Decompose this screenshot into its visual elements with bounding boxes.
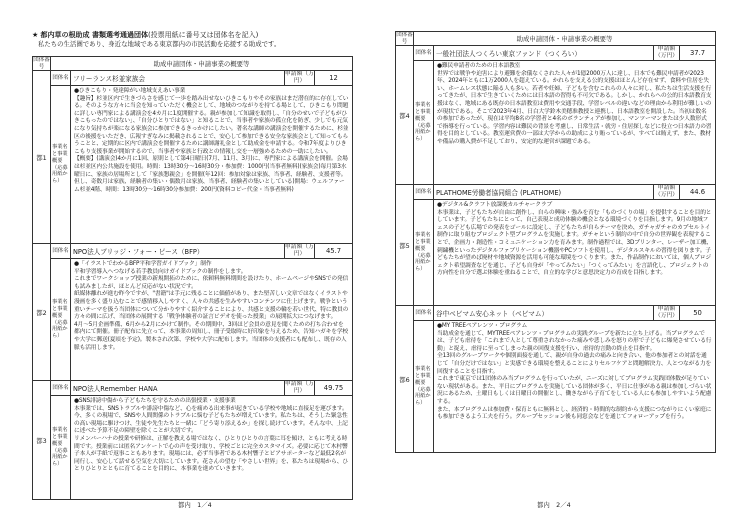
- project-description: [71, 396, 353, 500]
- amount-value: 50: [680, 306, 716, 321]
- project-line: リメンバーハナの授業や研修は、正解を教える場ではなく、ひとりひとりの言葉に耳を傾け、ともに考える時間です。授業前には匿名アンケートで心の声を受け取り、学校ごとに完全カスタマイズ。必要に応じて木村響子本人が手紙で返事こともあります。現場には、必ず当事者である木村響子とピアサポーターなど最低2名が同行し、安心して話せる空気を大切にしています。花さんの望む「やさしい世界」を、私たちは現場から、ひとりひとりとともに育てることを目的に、本事業を進めていきます。: [74, 435, 348, 473]
- amount-value: 44.6: [680, 185, 716, 200]
- project-description: [434, 200, 716, 306]
- project-line: ●デジタル&クラフト放課後カルチャークラブ: [437, 202, 553, 208]
- project-line: 4月～5月企画準備、6月から2月にかけて制作。その期間中、3回ほど会員の意見を聞くための打ち合わせを都内にて開催。冊子配布に先立って、本事業の周知し、冊子受取時に好印象を与えるため、告知ハガキを学校や大学に郵送(夏頃を予定)。製本され次第、学校や大学に配布します。当団体の支援者にも配布し、既存の人脈も活用します。: [74, 321, 349, 351]
- amount-value: 49.75: [315, 381, 353, 396]
- project-line: これまで東京では1団体のみ当プログラムを行っていたが、ニーズに対してプログラム実践団体数が足りていない現状がある。また、平日にプログラムを実施している団体が多く、平日に仕事がある親は参加しづらい状況にあるため、土曜日もしくは日曜日の開催とし、働きながら子育てをしている人にも参加しやすいよう配慮する。: [437, 376, 712, 405]
- group-number: 都3: [33, 381, 51, 500]
- project-line: 本事業では、SNSトラブルや誹謗中傷など、心を痛める出来事が起きている学校や地域に直接足を運びます。今、多くの現場で、SNSや人間関係のトラブルに悩む子どもたちが増えています。私たちは、そうした緊急性の高い現場に駆けつけ、生徒や先生たちと一緒に「どう寄り添えるか」を探し続けています。そんな中、上記に述べた予算不足の障壁を除くことが大切です。: [74, 405, 348, 435]
- project-description: [434, 321, 716, 453]
- project-description: [71, 86, 353, 244]
- project-description: [71, 259, 353, 381]
- group-number: 都2: [33, 244, 51, 381]
- table-title-header: 助成申請団体・申請事業の概要等: [51, 57, 353, 71]
- project-line: ●「イラストでわかるBFP平和学習ガイドブック」制作: [74, 261, 212, 267]
- project-line: ●MY TREEペアレンツ・プログラム: [437, 323, 528, 329]
- grant-table-page-2: [395, 31, 716, 453]
- project-line: 世界では戦争や迫害により避難を余儀なくされた人々が1億2000万人に達し、日本でも難民申請者が2023年、2024年ともに1万2000人を超えている。かれらを支える公的支援はほとんど存在せず、食料や住居を失い、ホームレス状態に陥る人も多い。若者や妊婦、子どもを含むこれらの人々に対し、私たちは生活支援を行ってきたが、日本で生きていくためには日本語の習得も不可欠である。しかし、かれらへの公的日本語教育支援はなく、地域にある既存の日本語教室は費用や交通手段、学習レベルの違いなどの理由から利用が難しいのが現状である。そこで2023年4月、日白大学鈴木美穂准教授と連携し、日本語教室を開設した。当初は数名の参加であったが、現在は平均8名の学習者と4名のボランティアが参加し、マンツーマンまたは少人数形式で指導を行っている。学習内容は難民の背景を考慮し、日常生活・就労・住居探しなどに役立つ日本語力の習得を目的としている。教室運営費の一部は大学からの助成により賄っているが、すべては賄えず、また、教材や備品の購入費が不足しており、安定的な運営が課題である。: [437, 70, 712, 145]
- group-number: 都6: [396, 306, 414, 453]
- project-label: 事業名と事業概要（応募用紙から）: [51, 86, 71, 244]
- page-heading: [32, 30, 362, 40]
- grant-table-page-1: [32, 56, 353, 500]
- heading-subtitle: 私たちの生活圏であり、身近な地域である東京都内の市民活動を応援する助成です。: [38, 40, 281, 48]
- project-label: 事業名と事業概要（応募用紙から）: [51, 259, 71, 381]
- amount-label: 申請額（万円）: [285, 71, 314, 84]
- amount-label: 申請額（万円）: [654, 46, 679, 59]
- amount-value: 37.7: [680, 46, 716, 61]
- org-name: NPO法人Remember HANA: [71, 381, 285, 396]
- org-name: フリーランス杉並家族会: [71, 71, 285, 86]
- star-icon: ★: [32, 31, 39, 39]
- table-title-header: 助成申請団体・申請事業の概要等: [414, 32, 716, 46]
- project-line: ●難民申請者のための日本語教室: [437, 63, 521, 69]
- heading-note: (投票用紙に番号又は団体名を記入): [147, 31, 259, 39]
- project-label: 事業名と事業概要（応募用紙から）: [414, 61, 434, 185]
- project-line: 【趣旨】杉並区内で生きづらさを感じて一歩を踏み出せないひきこもりやその家族はまだ潜在的に存在している。そのような方々に当会を知っていただく機会として、地域のつながりを持てる場として、ひきこもり問題に詳しい専門家による講演会を4カ月に1度開催する。親が参加して知識を取得し、「自分のせいで子どもがひきこもったのではない」、「自分ひとりではない」と知ることで、当事者や家族の孤立化を防ぎ、少しでも元気になり気持ちが楽になる家族会に参加できるきっかけにしたい。著名な講師の講演会を開催するために、杉並区の後援をいただき、広報すぎなみに掲載されることで、安心して参加できる安全な家族会として知ってもらうことと、定期的に区内で講演会を開催するために講師謝礼金として助成金を申請する。令和7年度よりひきこもり支援事業が開始するので、当事者や家族と行政との情報し交を一層強めるための一助にしたい。: [74, 95, 349, 155]
- group-number: 都4: [396, 46, 414, 185]
- amount-label: 申請額（万円）: [285, 381, 314, 394]
- amount-label: 申請額（万円）: [285, 244, 314, 257]
- page-footer-2: 都内 2／4: [537, 501, 571, 509]
- amount-label: 申請額（万円）: [654, 185, 679, 198]
- group-number-header: 団体番号: [396, 32, 413, 45]
- project-line: 全13回のグループワークや個別面接を通して、親が自身の過去の痛みと向き合い、他の参加者との対話を通じて「自分だけではない」と実感できる環境を整えることによりセルフケアと問題解決力、人とつながる力を回復することを目指す。: [437, 353, 712, 375]
- org-name: 一般社団法人つくろい東京ファンド（つくろい）: [434, 46, 654, 61]
- project-line: 紙媒体離れが進む昨今ですが、"書籍"は手元に残ることに価値があり、また堅苦しい文章ではなくイラストや漫画を多く盛り込むことで感情移入しやすく、人々の共感を生みやすいコンテンツに仕上げます。戦争という重いテーマを扱う当団体について分かりやすく紹介することにより、共感と支援の輪を若い世代、特に教員の方々の間に広げ、当団体の展開する「戦争体験者の証言ビデオを使った授業」の展開拡大につなげます。: [74, 291, 349, 321]
- group-number: 都1: [33, 71, 51, 244]
- project-line: ●ひきこもり・発達障がい地域支えあい事業: [74, 88, 186, 94]
- org-name-label: 団体名: [51, 244, 71, 259]
- org-name-label: 団体名: [51, 71, 71, 86]
- project-line: 本事業は、子どもたちが自由に創作し、自らの興味・強みを育む「ものづくりの場」を提供することを目的としています。子どもたちにとって、自己表現と成功体験の機会となる環境づくりを目指します。9月の地域フェスの子ども広場での発表をゴールに設定し、子どもたちが自らテーマを決め、ガチャガチャのカプセルトイ制作に取り組むプロジェクト型プログラムを実施します。ガチャという制約の中で自分の世界観を表現することで、企画力・創造性・コミュニケーション力を育みます。制作過程では、3Dプリンター、レーザー加工機、刺繍機といったデジタルファブリケーション機器やPCソフトを使用し、デジタルスキルの習得を図ります。子どもたちが望めば廃材や地域資源を活用も可能な環境をつくります。また、作品制作においては、個人プロジェクト希望調査などを通じ、子ども自身が「やってみたい」「つくってみたい」を言語化し、プロジェクトの方向性を自分で選ぶ体験を重ねることで、自立的な学びと意思決定力の育成を目指します。: [437, 209, 712, 277]
- amount-label: 申請額（万円）: [654, 306, 679, 319]
- group-number: 都5: [396, 185, 414, 306]
- project-line: また、本プログラムは参加費・保育ともに無料とし、経済的・時間的な制約から支援につながりにくい家庭にも参加できるよう工夫を行う。グループセッション後も同窓会などを通じてフォローアップを行う。: [437, 406, 712, 421]
- org-name-label: 団体名: [414, 185, 434, 200]
- amount-value: 12: [315, 71, 353, 86]
- project-line: 当助成金を通じて、MYTREEペアレンツ・プログラムの実践グループを新たに立ち上げる。当プログラムでは、子ども虐待を「これまで人として尊重されなかった痛みや悲しみを怒りの形で子どもに爆発させている行動」と捉え、虐待に至ってしまった親の回復支援を行い、虐待的言動の終止を目指す。: [437, 330, 712, 352]
- project-line: これまでワークショップ授業の新規開拓のために、依頼料無料期間を設けたり、ホームページやSNSでの発信も試みましたが、ほとんど反応がない状況です。: [74, 276, 349, 290]
- project-label: 事業名と事業概要（応募用紙から）: [51, 396, 71, 500]
- heading-title: 都内草の根助成 書類選考通過団体: [40, 31, 148, 39]
- page-footer-1: 都内 1／4: [178, 501, 212, 509]
- org-name: NPO法人ブリッジ・フォー・ピース（BFP）: [71, 244, 285, 259]
- org-name: 谷中ベビマム安心ネット（ベビマム）: [434, 306, 654, 321]
- project-line: ●SNS誹謗中傷から子どもたちを守るための出張授業・支援事業: [74, 398, 236, 404]
- project-label: 事業名と事業概要（応募用紙から）: [414, 321, 434, 453]
- project-label: 事業名と事業概要（応募用紙から）: [414, 200, 434, 306]
- org-name-label: 団体名: [51, 381, 71, 396]
- project-description: [434, 61, 716, 185]
- org-name: PLATHOME労働者協同組合 (PLATHOME): [434, 185, 654, 200]
- project-line: 【概要】(講演会)4か月に1回、原則として第4日曜日(7月、11月、3月)に、専門家による講演会を開催。会場は杉並区内公共施設を使用。時間：13時30分～16時30分・参加費：1000円(当事者無料)(家族会)毎月第3水曜日に、家族の居場所として「家族懇親会」を開催(年12回：参加対象は家族、当事者、経験者、支援者等。但し、奇数月は家族、経験者の集い・偶数月は家族、当事者、経験者の集いとしている)開場：ウェルファーム杉並4階、時間：13時30分～16時30分参加費：200円(資料コピー代金・当事者無料): [74, 156, 348, 193]
- project-line: 平和学習導入へつなげる若手教員向けガイドブックの制作をします。: [74, 268, 247, 275]
- org-name-label: 団体名: [414, 306, 434, 321]
- group-number-header: 団体番号: [33, 57, 50, 70]
- org-name-label: 団体名: [414, 46, 434, 61]
- amount-value: 45.7: [315, 244, 353, 259]
